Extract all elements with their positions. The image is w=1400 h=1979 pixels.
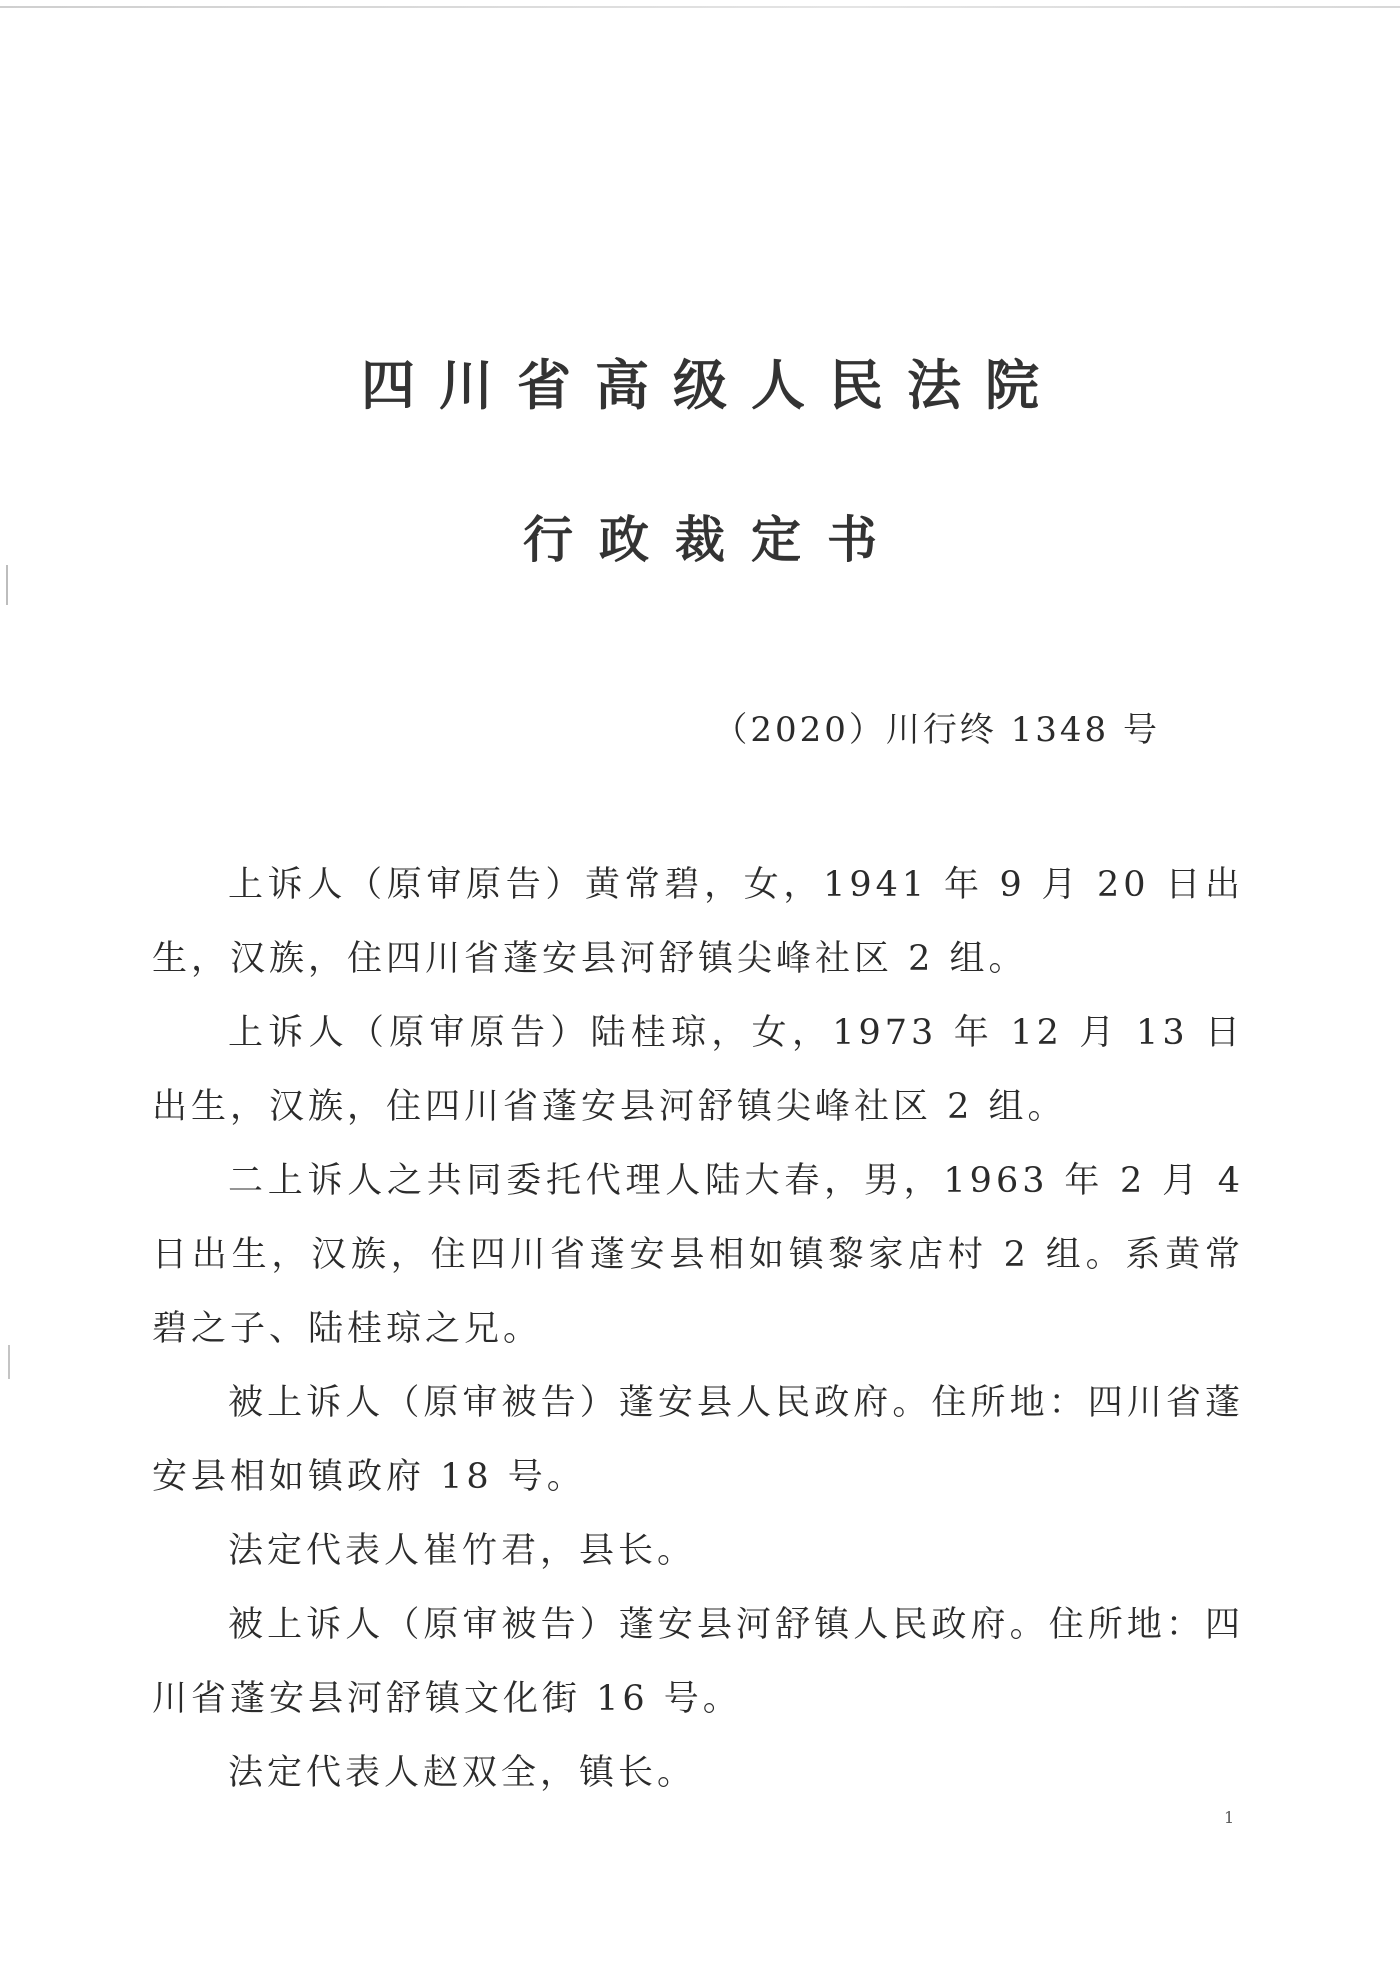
document-body: [152, 848, 1244, 1810]
paragraph-appellee-2: 被上诉人（原审被告）蓬安县河舒镇人民政府。住所地：四川省蓬安县河舒镇文化街 16 号。: [152, 1605, 1244, 1719]
page-number: 1: [1224, 1808, 1235, 1827]
court-name: 四川省高级人民法院: [361, 353, 1063, 417]
scan-mark: [8, 1345, 10, 1379]
paragraph-representative-2: 法定代表人赵双全，镇长。: [228, 1753, 697, 1793]
scan-edge-top: [0, 6, 1400, 8]
paragraph-appellee-1: 被上诉人（原审被告）蓬安县人民政府。住所地：四川省蓬安县相如镇政府 18 号。: [152, 1383, 1244, 1497]
document-type: 行政裁定书: [523, 510, 903, 569]
paragraph-representative-1: 法定代表人崔竹君，县长。: [228, 1531, 697, 1571]
paragraph-appellant-2: 上诉人（原审原告）陆桂琼，女，1973 年 12 月 13 日出生，汉族，住四川省蓬安县河舒镇尖峰社区 2 组。: [152, 1013, 1244, 1127]
case-number: （2020）川行终 1348 号: [713, 710, 1160, 750]
paragraph-agent: 二上诉人之共同委托代理人陆大春，男，1963 年 2 月 4 日出生，汉族，住四川省蓬安县相如镇黎家店村 2 组。系黄常碧之子、陆桂琼之兄。: [152, 1161, 1244, 1349]
paragraph-appellant-1: 上诉人（原审原告）黄常碧，女，1941 年 9 月 20 日出生，汉族，住四川省蓬安县河舒镇尖峰社区 2 组。: [152, 865, 1244, 979]
